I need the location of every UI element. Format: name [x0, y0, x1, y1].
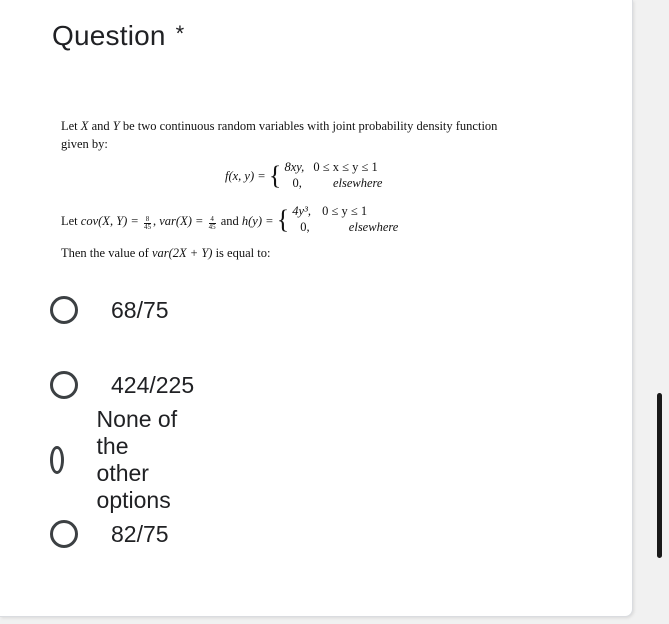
radio-button-icon[interactable]: [50, 296, 78, 324]
var-lhs: var(X) =: [159, 214, 204, 228]
left-brace-icon: {: [268, 161, 282, 190]
text-let: Let: [61, 119, 78, 133]
var-y: Y: [112, 119, 120, 133]
fxy-case-2-cond: elsewhere: [332, 176, 383, 190]
var-num: 4: [210, 215, 214, 223]
option-4[interactable]: [50, 516, 169, 552]
text-and: and: [91, 119, 110, 133]
text-and-2: and: [220, 214, 239, 228]
fxy-case-2: [284, 176, 382, 192]
h-case-1-expr: 4y³,: [292, 204, 311, 218]
fxy-case-1-cond: 0 ≤ x ≤ y ≤ 1: [313, 160, 378, 174]
radio-button-icon[interactable]: [50, 520, 78, 548]
h-case-2-cond: elsewhere: [348, 220, 399, 234]
text-equal-to: is equal to:: [215, 246, 271, 260]
problem-line-2: [61, 137, 108, 152]
fxy-case-2-expr: 0,: [292, 176, 302, 190]
h-lhs: h(y) =: [241, 214, 274, 228]
question-title-text: Question: [52, 20, 166, 51]
option-label: None of the other options: [96, 406, 178, 513]
h-case-1: [292, 204, 398, 220]
fxy-lhs: f(x, y) =: [225, 169, 266, 183]
h-case-1-cond: 0 ≤ y ≤ 1: [322, 204, 368, 218]
option-label: 68/75: [111, 296, 169, 323]
var-den: 45: [208, 223, 216, 231]
radio-button-icon[interactable]: [50, 371, 78, 399]
problem-question-line: [61, 246, 270, 261]
text-then: Then the value of: [61, 246, 149, 260]
joint-pdf-formula: [225, 160, 382, 192]
h-case-2-expr: 0,: [300, 220, 310, 234]
fxy-cases: [284, 160, 382, 192]
cov-fraction: [144, 216, 151, 231]
left-brace-icon: {: [276, 205, 290, 234]
cov-den: 45: [144, 223, 151, 231]
text-let-2: Let: [61, 214, 78, 228]
required-marker: *: [175, 21, 185, 46]
cov-lhs: cov(X, Y) =: [80, 214, 139, 228]
var-x: X: [80, 119, 89, 133]
option-3[interactable]: [50, 406, 185, 513]
option-label: 82/75: [111, 520, 169, 547]
option-label: 424/225: [111, 371, 195, 398]
h-case-2: [292, 220, 398, 236]
scrollbar[interactable]: [657, 393, 662, 558]
fxy-case-1: [284, 160, 382, 176]
radio-button-icon[interactable]: [50, 446, 64, 474]
given-values-line: Let cov(X, Y) = $\frac{8}{45}$ , var(X) = $\frac{4}{45}$ and h(y) = { 4y³, 0 ≤ y ≤ 1 0, elsewhere: [61, 204, 399, 234]
problem-line-1: [61, 119, 497, 134]
question-title: [52, 20, 184, 52]
text-given-by: given by:: [61, 137, 108, 151]
fxy-case-1-expr: 8xy,: [284, 160, 305, 174]
target-expression: var(2X + Y): [151, 246, 213, 260]
text-intro: be two continuous random variables with joint probability density function: [122, 119, 498, 133]
option-2[interactable]: [50, 367, 194, 403]
h-cases: [292, 204, 398, 236]
option-1[interactable]: [50, 292, 169, 328]
var-fraction: [209, 216, 216, 231]
cov-num: 8: [145, 215, 150, 223]
